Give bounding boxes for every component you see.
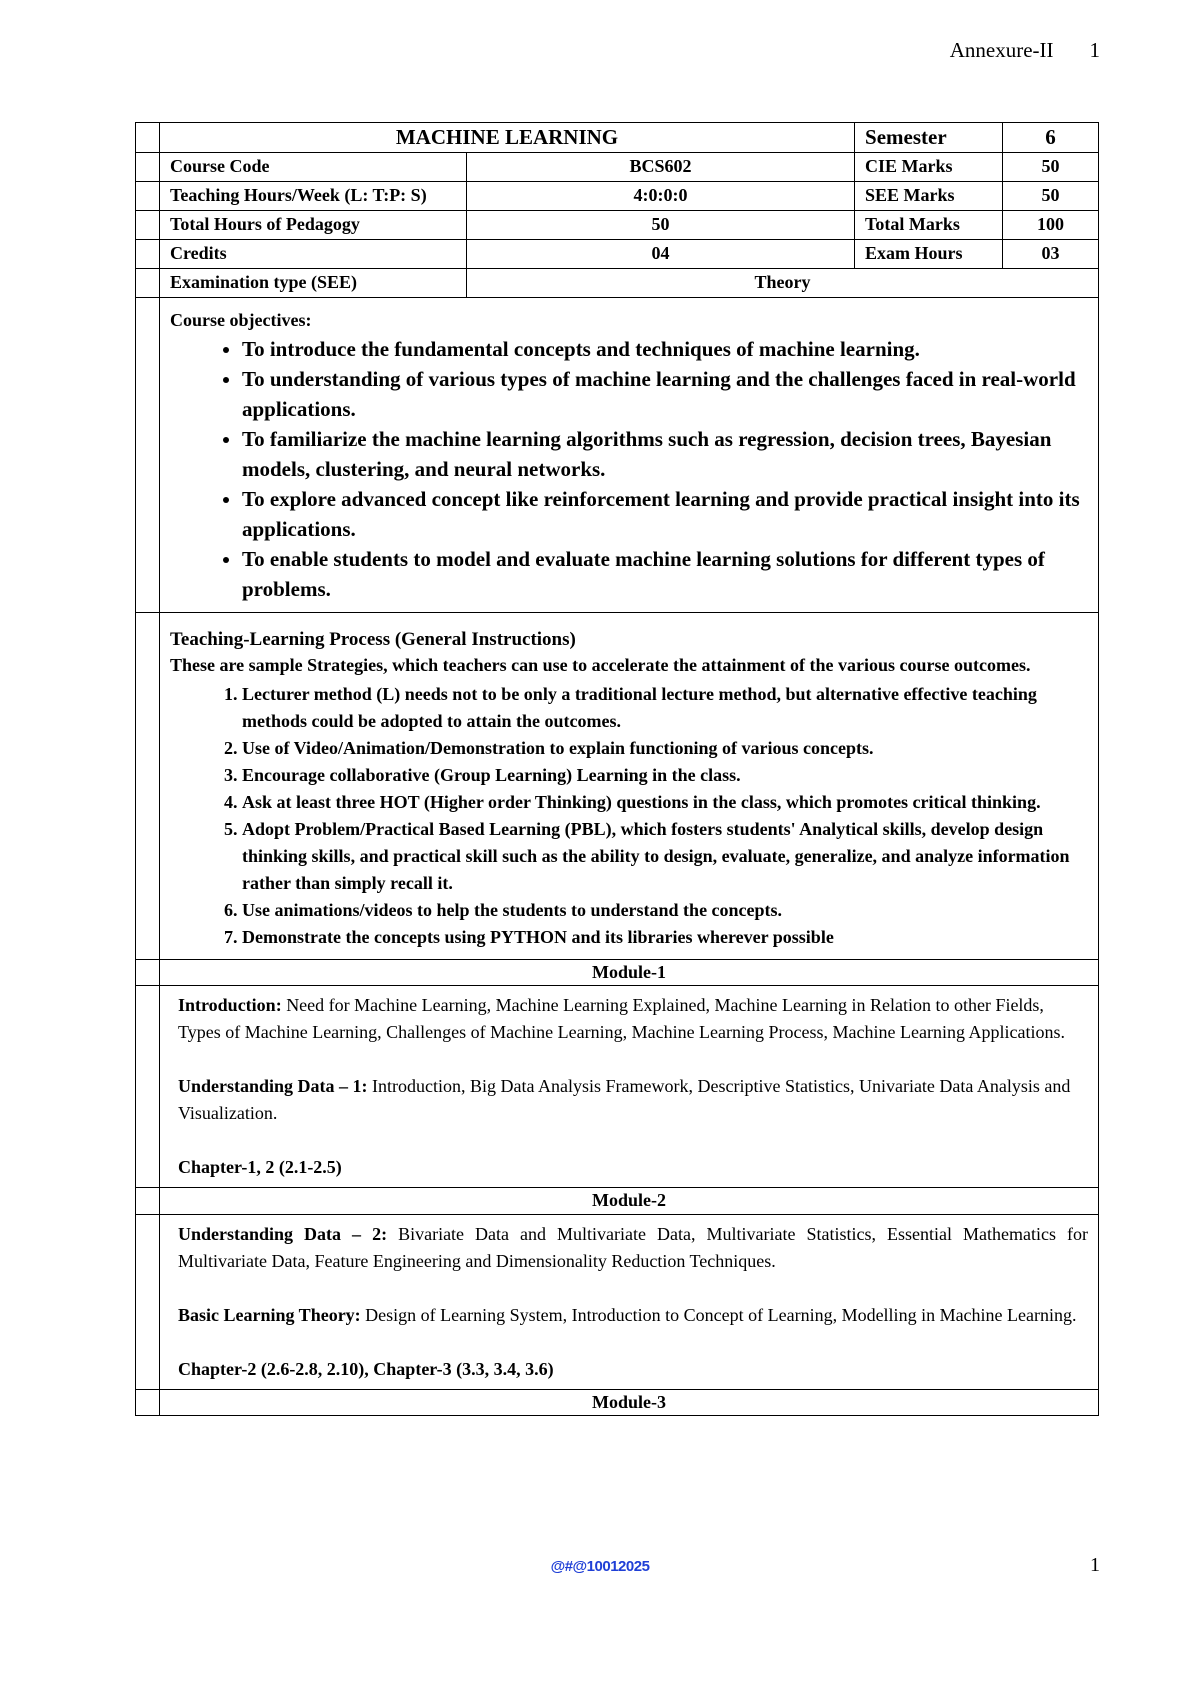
objectives-row [136, 298, 1099, 613]
exam-hours-value: 03 [1003, 240, 1099, 269]
module-2-title: Module-2 [160, 1188, 1099, 1215]
page-header [950, 38, 1100, 63]
cie-marks-label: CIE Marks [855, 153, 1003, 182]
teaching-hours-value: 4:0:0:0 [467, 182, 855, 211]
syllabus-table [135, 122, 1099, 1416]
annexure-label: Annexure-II [949, 38, 1054, 62]
module-3-title: Module-3 [160, 1389, 1099, 1416]
credits-label: Credits [160, 240, 467, 269]
course-title: MACHINE LEARNING [160, 123, 855, 153]
teaching-item: 7. Demonstrate the concepts using PYTHON and its libraries wherever possible [242, 924, 1088, 951]
semester-label: Semester [855, 123, 1003, 153]
semester-value: 6 [1003, 123, 1099, 153]
module-2-header-row [136, 1188, 1099, 1215]
module-1-title: Module-1 [160, 959, 1099, 986]
credits-row [136, 240, 1099, 269]
header-page-number: 1 [1089, 38, 1100, 62]
pedagogy-label: Total Hours of Pedagogy [160, 211, 467, 240]
teaching-learning-row [136, 612, 1099, 959]
footer-code: @#@10012025 [550, 1558, 650, 1575]
exam-type-label: Examination type (SEE) [160, 269, 467, 298]
objective-item: • To introduce the fundamental concepts and techniques of machine learning. [242, 334, 1088, 364]
module-2-topic2-text: Design of Learning System, Introduction to Concept of Learning, Modelling in Machine Learning. [360, 1304, 1077, 1325]
total-marks-value: 100 [1003, 211, 1099, 240]
module-1-topic2-label: Understanding Data – 1: [178, 1076, 368, 1097]
module-2-topic2-label: Basic Learning Theory: [178, 1304, 361, 1325]
course-code-row [136, 153, 1099, 182]
course-code-value: BCS602 [467, 153, 855, 182]
exam-type-row [136, 269, 1099, 298]
module-2-content-row [136, 1214, 1099, 1389]
module-1-content-row [136, 986, 1099, 1188]
objective-item: • To understanding of various types of machine learning and the challenges faced in real-world applications. [242, 364, 1088, 424]
teaching-hours-row [136, 182, 1099, 211]
objective-item: • To enable students to model and evaluate machine learning solutions for different types of problems. [242, 544, 1088, 604]
pedagogy-value: 50 [467, 211, 855, 240]
teaching-item: 6. Use animations/videos to help the students to understand the concepts. [242, 897, 1088, 924]
module-2-topic-label: Understanding Data – 2: [178, 1223, 388, 1244]
module-3-header-row [136, 1389, 1099, 1416]
teaching-intro: These are sample Strategies, which teachers can use to accelerate the attainment of the various course outcomes. [170, 654, 1031, 675]
teaching-item: 3. Encourage collaborative (Group Learning) Learning in the class. [242, 762, 1088, 789]
module-1-topic2-text: Introduction, Big Data Analysis Framework, Descriptive Statistics, Univariate Data Analysis and Visualization. [178, 1076, 1071, 1124]
exam-type-value: Theory [467, 269, 1099, 298]
credits-value: 04 [467, 240, 855, 269]
exam-hours-label: Exam Hours [855, 240, 1003, 269]
title-row [136, 123, 1099, 153]
module-1-topic-label: Introduction: [178, 995, 282, 1016]
teaching-item: 4. Ask at least three HOT (Higher order Thinking) questions in the class, which promotes critical thinking. [242, 789, 1088, 816]
teaching-item: 1. Lecturer method (L) needs not to be only a traditional lecture method, but alternative effective teaching methods could be adopted to attain the outcomes. [242, 681, 1088, 735]
module-1-chapters: Chapter-1, 2 (2.1-2.5) [178, 1157, 342, 1178]
cie-marks-value: 50 [1003, 153, 1099, 182]
objectives-heading: Course objectives: [170, 310, 312, 331]
pedagogy-row [136, 211, 1099, 240]
see-marks-label: SEE Marks [855, 182, 1003, 211]
see-marks-value: 50 [1003, 182, 1099, 211]
course-code-label: Course Code [160, 153, 467, 182]
footer-page-number: 1 [1090, 1554, 1100, 1576]
objective-item: • To familiarize the machine learning algorithms such as regression, decision trees, Bayesian models, clustering, and neural networks. [242, 424, 1088, 484]
module-1-topic-text: Need for Machine Learning, Machine Learning Explained, Machine Learning in Relation to other Fields, Types of Machine Learning, Challenges of Machine Learning, Machine Learning Process, Machine Learning Applications. [178, 995, 1065, 1043]
teaching-item: 2. Use of Video/Animation/Demonstration to explain functioning of various concepts. [242, 735, 1088, 762]
module-1-header-row [136, 959, 1099, 986]
teaching-heading: Teaching-Learning Process (General Instructions) [170, 628, 576, 650]
total-marks-label: Total Marks [855, 211, 1003, 240]
objectives-list [170, 334, 1088, 604]
teaching-list [170, 681, 1088, 951]
module-2-topic-text: Bivariate Data and Multivariate Data, Multivariate Statistics, Essential Mathematics for Multivariate Data, Feature Engineering and Dimensionality Reduction Techniques. [178, 1223, 1089, 1271]
objective-item: • To explore advanced concept like reinforcement learning and provide practical insight into its applications. [242, 484, 1088, 544]
module-2-chapters: Chapter-2 (2.6-2.8, 2.10), Chapter-3 (3.3, 3.4, 3.6) [178, 1358, 554, 1379]
teaching-item: 5. Adopt Problem/Practical Based Learning (PBL), which fosters students' Analytical skills, develop design thinking skills, and practical skill such as the ability to design, evaluate, generalize, and analyze information rather than simply recall it. [242, 816, 1088, 897]
teaching-hours-label: Teaching Hours/Week (L: T:P: S) [160, 182, 467, 211]
